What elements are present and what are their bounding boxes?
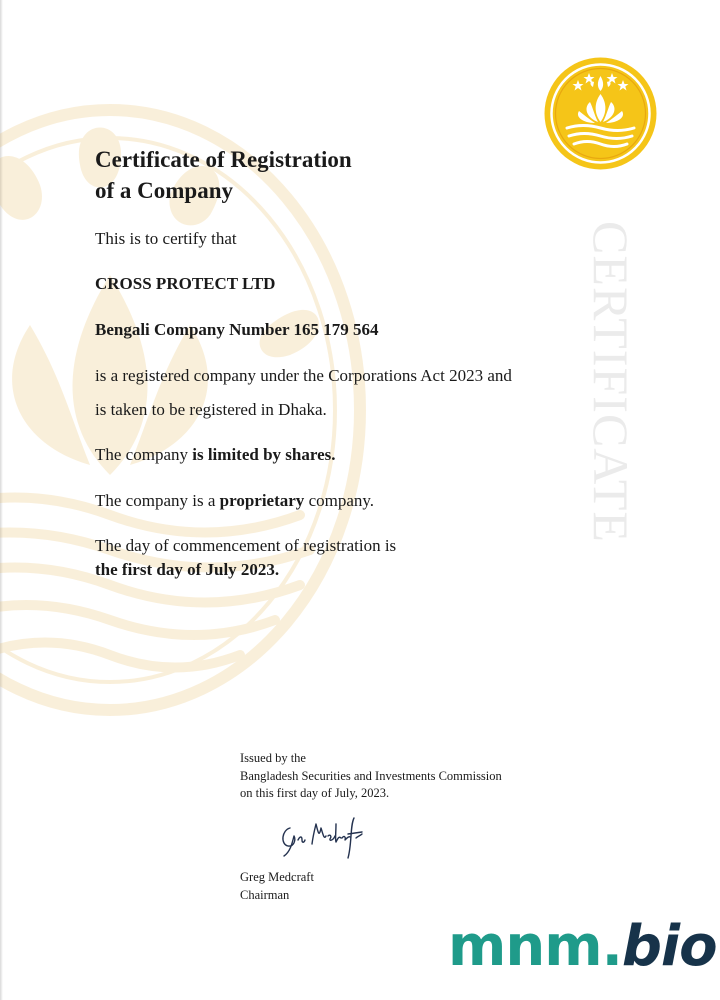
- limited-bold: is limited by shares.: [192, 445, 336, 464]
- company-number: Bengali Company Number 165 179 564: [95, 320, 379, 339]
- bangladesh-emblem-icon: [543, 56, 658, 171]
- issue-date-line: on this first day of July, 2023.: [240, 786, 390, 800]
- handwritten-signature: [278, 814, 368, 862]
- limited-prefix: The company: [95, 445, 193, 464]
- brand-part-2: bio: [621, 914, 717, 979]
- certify-intro: This is to certify that: [95, 229, 237, 248]
- type-prefix: The company is a: [95, 491, 220, 510]
- commencement-line-1: The day of commencement of registration is: [95, 536, 397, 555]
- certificate-title: [95, 144, 352, 206]
- issuer-block: [240, 750, 502, 803]
- title-line-1: Certificate of Registration: [95, 147, 352, 172]
- issued-by-line: Issued by the: [240, 751, 306, 765]
- vertical-certificate-watermark: CERTIFICATE: [583, 221, 639, 543]
- signatory-block: [240, 869, 314, 904]
- title-line-2: of a Company: [95, 178, 234, 203]
- company-type-statement: [95, 491, 374, 511]
- commencement-line-2: the first day of July 2023.: [95, 560, 280, 579]
- signatory-role: Chairman: [240, 887, 290, 902]
- company-name: CROSS PROTECT LTD: [95, 274, 276, 293]
- issuer-organization: Bangladesh Securities and Investments Commission: [240, 768, 502, 783]
- signatory-name: Greg Medcraft: [240, 870, 314, 884]
- type-bold: proprietary: [219, 491, 305, 510]
- brand-part-1: mnm.: [448, 914, 622, 979]
- brand-logo: [448, 912, 717, 982]
- limited-by-shares-statement: [95, 445, 336, 465]
- registration-statement-line-2: is taken to be registered in Dhaka.: [95, 400, 327, 419]
- registration-statement-line-1: is a registered company under the Corporations Act 2023 and: [95, 366, 512, 385]
- type-suffix: company.: [304, 491, 375, 510]
